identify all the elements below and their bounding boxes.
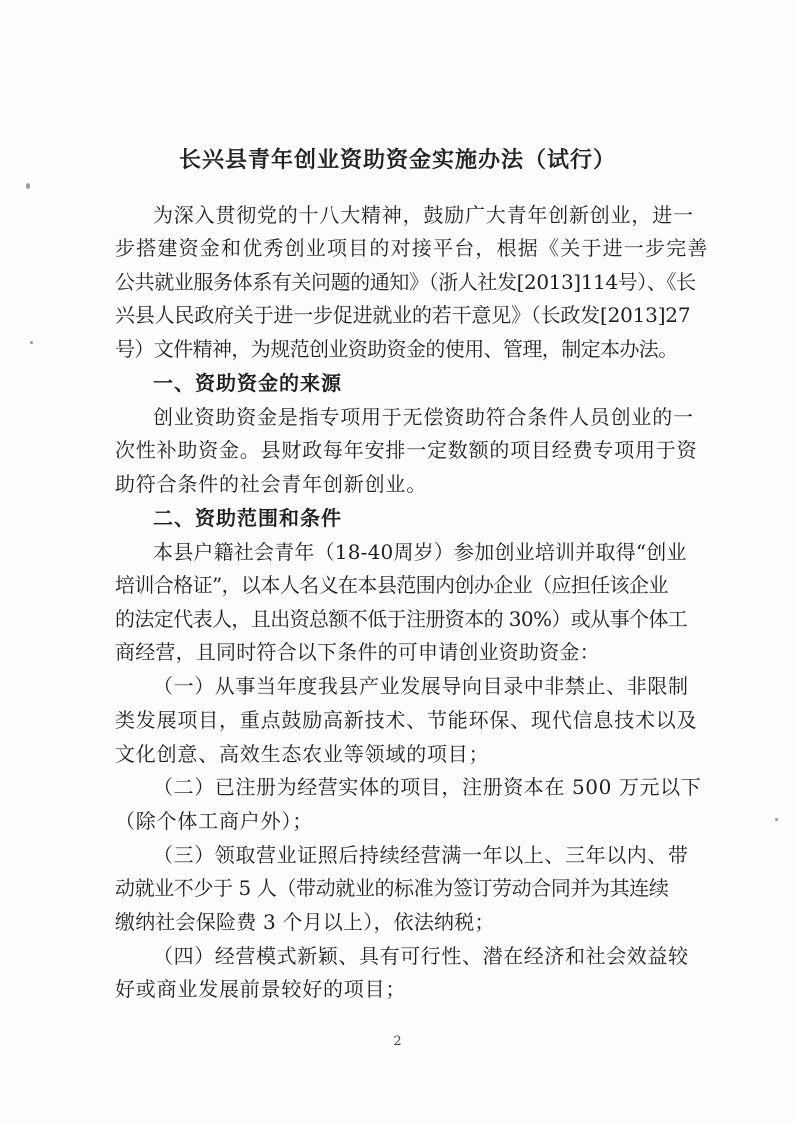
- item-2-line-1: （二）已注册为经营实体的项目，注册资本在 500 万元以下: [153, 775, 702, 799]
- section-1-line-1: 创业资助资金是指专项用于无偿资助符合条件人员创业的一: [153, 405, 694, 429]
- scan-speck: [26, 183, 30, 189]
- document-title: 长兴县青年创业资助资金实施办法（试行）: [178, 148, 616, 173]
- section-2-line-1: 本县户籍社会青年（18-40周岁）参加创业培训并取得“创业: [153, 540, 687, 564]
- intro-line-1: 为深入贯彻党的十八大精神，鼓励广大青年创新创业，进一: [153, 203, 694, 227]
- section-2-line-2: 培训合格证”，以本人名义在本县范围内创办企业（应担任该企业: [115, 573, 668, 597]
- intro-line-2: 步搭建资金和优秀创业项目的对接平台，根据《关于进一步完善: [115, 236, 709, 260]
- section-2-line-4: 商经营，且同时符合以下条件的可申请创业资助资金：: [115, 640, 600, 664]
- page-number: 2: [393, 1034, 402, 1049]
- item-4-line-2: 好或商业发展前景较好的项目；: [115, 977, 407, 1001]
- intro-line-4: 兴县人民政府关于进一步促进就业的若干意见》（长政发[2013]27: [115, 303, 691, 327]
- item-1-line-1: （一）从事当年度我县产业发展导向目录中非禁止、非限制: [153, 674, 689, 698]
- item-1-line-3: 文化创意、高效生态农业等领域的项目；: [115, 742, 490, 766]
- scan-speck: [30, 341, 33, 344]
- intro-line-3: 公共就业服务体系有关问题的通知》（浙人社发[2013]114号）、《长: [115, 270, 696, 294]
- section-1-line-2: 次性补助资金。县财政每年安排一定数额的项目经费专项用于资: [115, 438, 698, 462]
- section-2-heading: 二、资助范围和条件: [153, 506, 342, 530]
- item-4-line-1: （四）经营模式新颖、具有可行性、潜在经济和社会效益较: [153, 944, 689, 968]
- intro-line-5: 号）文件精神，为规范创业资助资金的使用、管理，制定本办法。: [115, 337, 678, 361]
- item-1-line-2: 类发展项目，重点鼓励高新技术、节能环保、现代信息技术以及: [115, 708, 698, 732]
- item-3-line-1: （三）领取营业证照后持续经营满一年以上、三年以内、带: [153, 843, 689, 867]
- item-2-line-2: （除个体工商户外）；: [115, 809, 313, 833]
- section-2-line-3: 的法定代表人，且出资总额不低于注册资本的 30%）或从事个体工: [115, 607, 688, 631]
- section-1-line-3: 助符合条件的社会青年创新创业。: [115, 472, 427, 496]
- scan-speck: [775, 818, 778, 821]
- section-1-heading: 一、资助资金的来源: [153, 371, 342, 395]
- item-3-line-3: 缴纳社会保险费 3 个月以上），依法纳税；: [115, 910, 495, 934]
- item-3-line-2: 动就业不少于 5 人（带动就业的标准为签订劳动合同并为其连续: [115, 876, 669, 900]
